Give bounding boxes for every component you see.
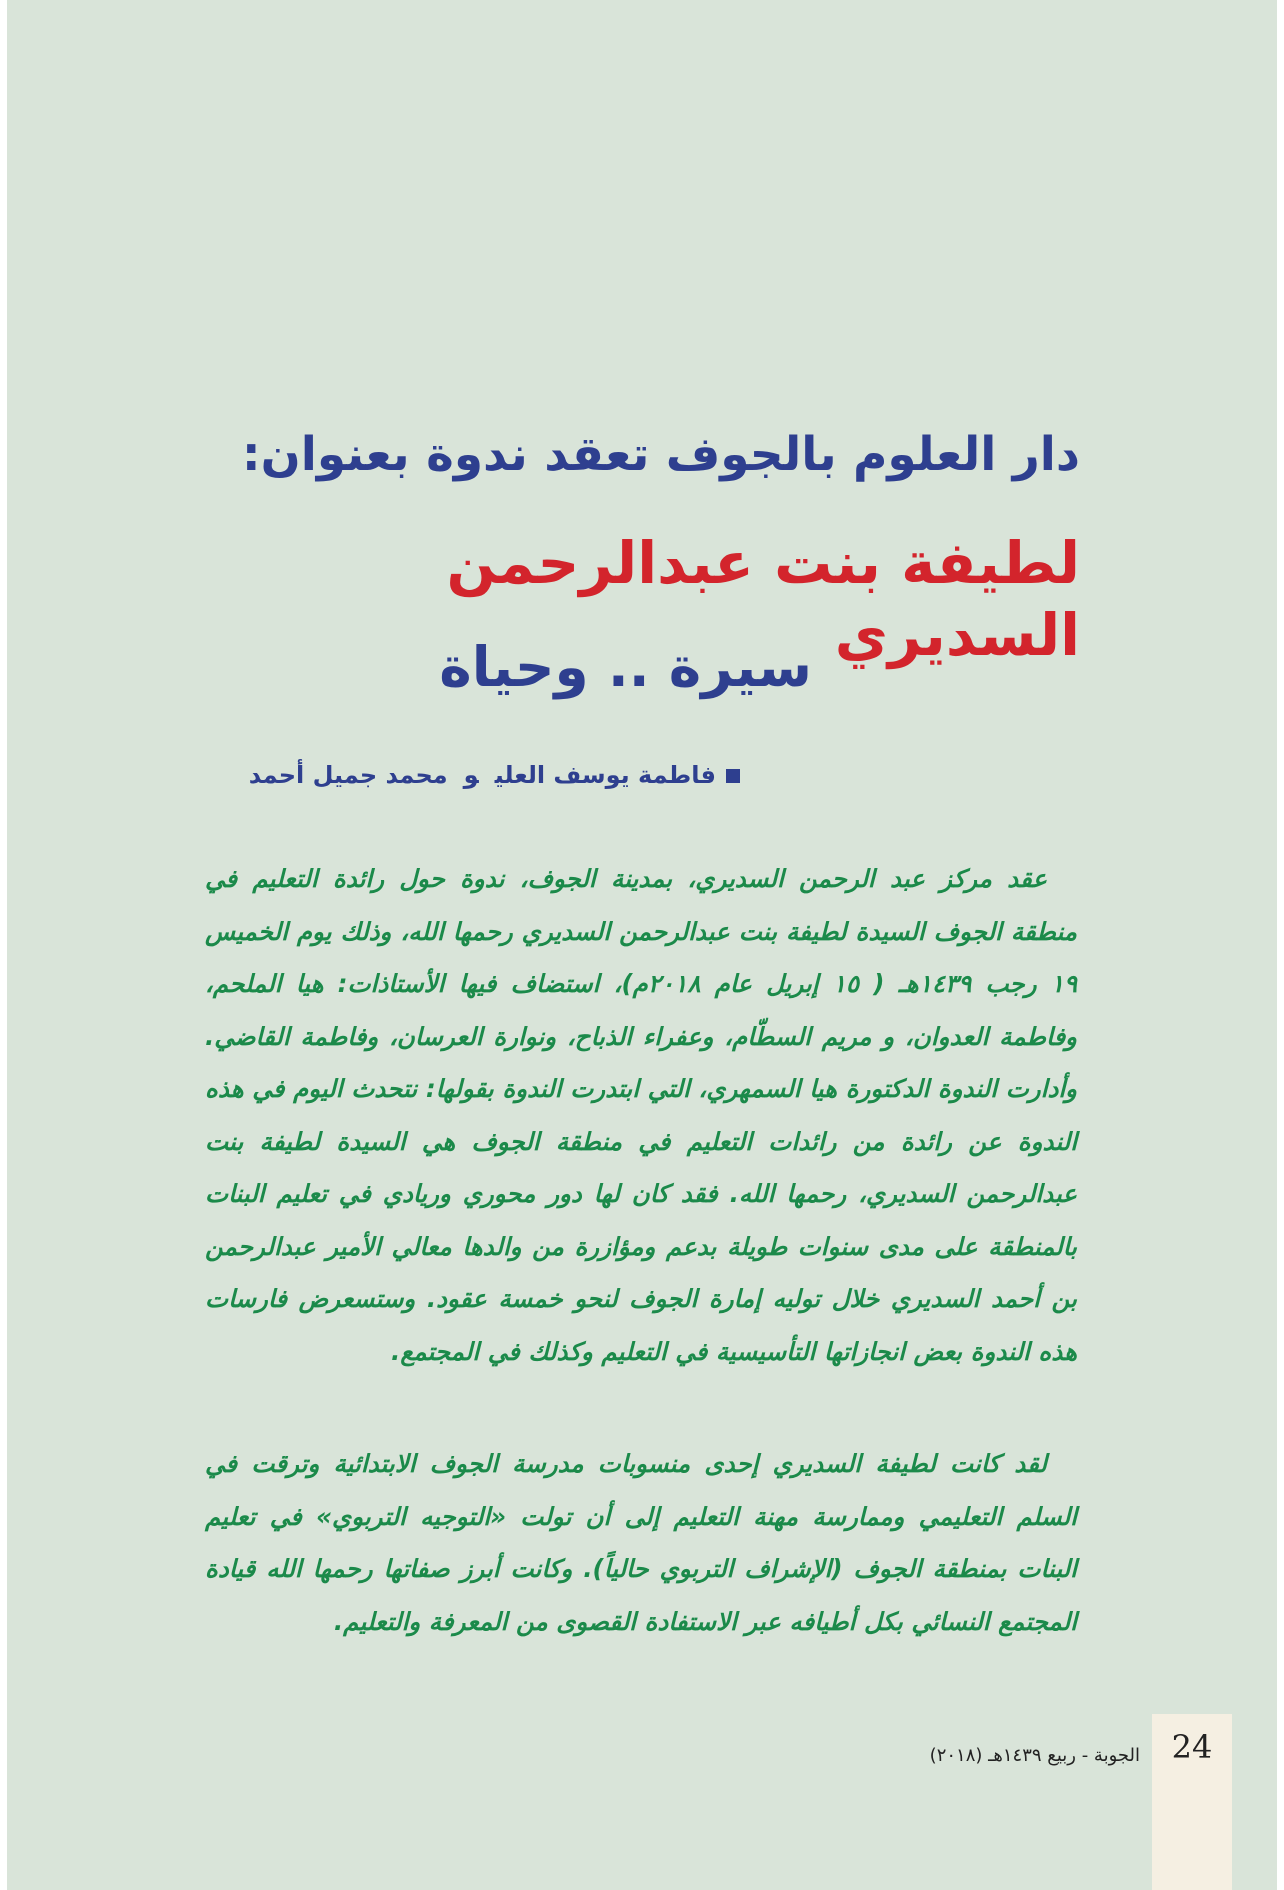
body-paragraph-2: لقد كانت لطيفة السديري إحدى منسوبات مدرسة الجوف الابتدائية وترقت في السلم التعليمي وممارسة مهنة التعليم إلى أن تولت «التوجيه التربوي» في تعليم البنات بمنطقة الجوف (الإشراف التربوي حالياً). وكانت أبرز صفاتها رحمها الله قيادة المجتمع النسائي بكل أطيافه عبر الاستفادة القصوى من المعرفة والتعليم.	[205, 1449, 1077, 1636]
running-footer: الجوبة - ربيع ١٤٣٩هـ (٢٠١٨)	[929, 1745, 1140, 1766]
author-name-1: فاطمة يوسف العلي	[494, 761, 716, 789]
article-title-line-1: دار العلوم بالجوف تعقد ندوة بعنوان:	[241, 427, 1080, 482]
article-title-line-3: سيرة .. وحياة	[439, 635, 812, 699]
article-title-line-2: لطيفة بنت عبدالرحمن السديري	[446, 529, 1080, 669]
body-paragraph-1: عقد مركز عبد الرحمن السديري، بمدينة الجوف، ندوة حول رائدة التعليم في منطقة الجوف السيدة لطيفة بنت عبدالرحمن السديري رحمها الله، وذلك يوم الخميس ١٩ رجب ١٤٣٩هـ ( ١٥ إبريل عام ٢٠١٨م)، استضاف فيها الأستاذات: هيا الملحم، وفاطمة العدوان، و مريم السطّام، وعفراء الذباح، ونوارة العرسان، وفاطمة القاضي. وأدارت الندوة الدكتورة هيا السمهري، التي ابتدرت الندوة بقولها: نتحدث اليوم في هذه الندوة عن رائدة من رائدات التعليم في منطقة الجوف هي السيدة لطيفة بنت عبدالرحمن السديري، رحمها الله. فقد كان لها دور محوري وريادي في تعليم البنات بالمنطقة على مدى سنوات طويلة بدعم ومؤازرة من والدها معالي الأمير عبدالرحمن بن أحمد السديري خلال توليه إمارة الجوف لنحو خمسة عقود. وستسعرض فارسات هذه الندوة بعض انجازاتها التأسيسية في التعليم وكذلك في المجتمع.	[205, 864, 1078, 1366]
author-separator: و	[463, 761, 479, 789]
square-bullet-icon	[726, 769, 740, 783]
author-name-2: محمد جميل أحمد	[248, 761, 448, 789]
authors-byline	[200, 757, 740, 793]
page-number: 24	[1171, 1728, 1213, 1766]
